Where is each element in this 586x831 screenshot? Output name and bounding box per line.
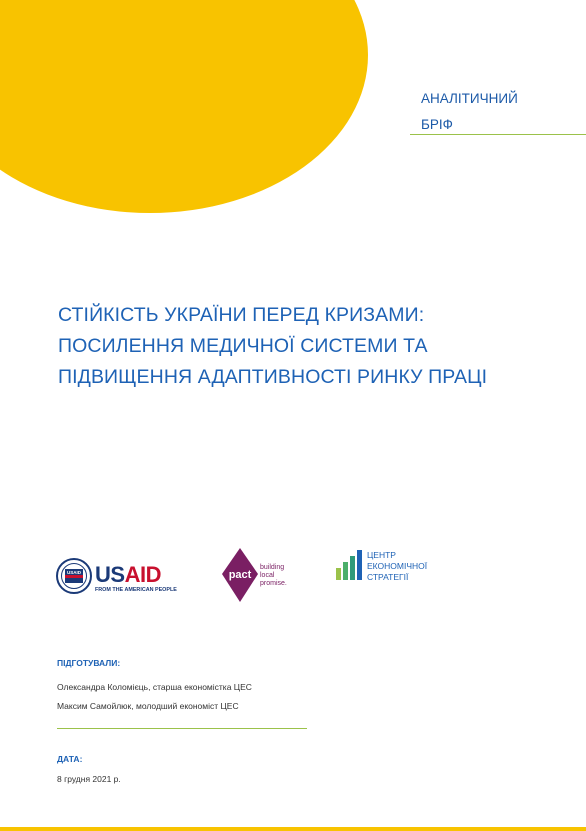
pact-logo	[222, 548, 296, 602]
prepared-label: ПІДГОТУВАЛИ:	[57, 658, 121, 668]
usaid-wordmark-us: US	[95, 562, 125, 587]
pact-tagline-line2: local	[260, 572, 275, 579]
bottom-accent-bar	[0, 827, 586, 831]
usaid-seal-text: USAID	[66, 570, 82, 575]
document-title	[58, 300, 487, 393]
usaid-logo	[56, 556, 180, 596]
document-type-line1: АНАЛІТИЧНИЙ	[421, 91, 518, 106]
title-line2: ПОСИЛЕННЯ МЕДИЧНОЇ СИСТЕМИ ТА	[58, 335, 428, 357]
date-label: ДАТА:	[57, 754, 83, 764]
document-type-label	[421, 86, 518, 138]
document-type-line2: БРІФ	[421, 117, 453, 132]
section-divider	[57, 728, 307, 729]
ces-logo	[336, 548, 446, 584]
ces-line2: ЕКОНОМІЧНОЇ	[367, 561, 428, 571]
usaid-tagline: FROM THE AMERICAN PEOPLE	[95, 587, 177, 593]
header-divider	[410, 134, 586, 135]
ces-line3: СТРАТЕГІЇ	[367, 572, 409, 582]
title-line1: СТІЙКІСТЬ УКРАЇНИ ПЕРЕД КРИЗАМИ:	[58, 304, 425, 326]
ces-line1: ЦЕНТР	[367, 550, 396, 560]
pact-tagline-line3: promise.	[260, 580, 287, 587]
author-2: Максим Самойлюк, молодший економіст ЦЕС	[57, 701, 239, 711]
pact-wordmark: pact	[228, 569, 252, 581]
date-value: 8 грудня 2021 р.	[57, 774, 121, 784]
title-line3: ПІДВИЩЕННЯ АДАПТИВНОСТІ РИНКУ ПРАЦІ	[58, 366, 488, 388]
author-1: Олександра Коломієць, старша економістка ЦЕС	[57, 682, 252, 692]
usaid-wordmark	[95, 562, 161, 587]
decorative-yellow-shape	[0, 0, 380, 215]
usaid-wordmark-aid: AID	[124, 562, 161, 587]
pact-tagline-line1: building	[260, 564, 285, 571]
